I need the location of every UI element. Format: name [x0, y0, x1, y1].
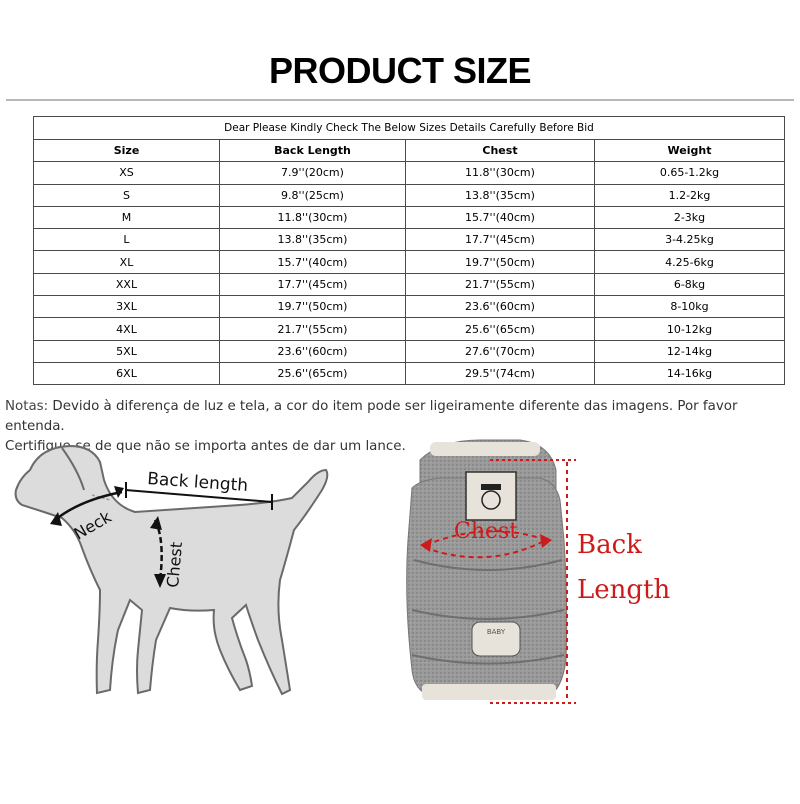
cell-size: 4XL [34, 318, 220, 340]
table-caption-row [34, 117, 785, 140]
col-header-chest: Chest [406, 140, 595, 162]
cell-chest: 23.6''(60cm) [406, 296, 595, 318]
neck-arrowhead-right [114, 486, 124, 498]
cell-size: XL [34, 251, 220, 273]
cell-size: 6XL [34, 362, 220, 384]
table-row [34, 318, 785, 340]
table-row [34, 296, 785, 318]
cell-size: XS [34, 162, 220, 184]
dog-measurement-diagram [0, 435, 380, 800]
cell-chest: 15.7''(40cm) [406, 206, 595, 228]
table-body [34, 162, 785, 385]
table-row [34, 229, 785, 251]
cell-back-length: 15.7''(40cm) [220, 251, 406, 273]
cell-weight: 0.65-1.2kg [595, 162, 785, 184]
cell-weight: 10-12kg [595, 318, 785, 340]
hat-icon [481, 484, 501, 490]
cell-size: M [34, 206, 220, 228]
vest-hem [422, 684, 556, 700]
back-length-label: Back length [146, 469, 249, 497]
cell-size: 5XL [34, 340, 220, 362]
vest-back-label: Back [577, 530, 642, 560]
notes-label: Notas: [5, 399, 49, 414]
cell-weight: 2-3kg [595, 206, 785, 228]
chest-label: Chest [163, 541, 186, 589]
cell-back-length: 11.8''(30cm) [220, 206, 406, 228]
vest-length-label: Length [577, 575, 671, 605]
notes-line-1 [5, 397, 800, 437]
table-row [34, 251, 785, 273]
title-divider [6, 99, 794, 101]
table-row [34, 206, 785, 228]
cell-chest: 19.7''(50cm) [406, 251, 595, 273]
cell-weight: 3-4.25kg [595, 229, 785, 251]
col-header-weight: Weight [595, 140, 785, 162]
vest-hood-lining [430, 442, 540, 456]
cell-weight: 4.25-6kg [595, 251, 785, 273]
dog-illustration [0, 435, 380, 800]
cell-back-length: 21.7''(55cm) [220, 318, 406, 340]
cell-size: XXL [34, 273, 220, 295]
table-header-row [34, 140, 785, 162]
vest-chest-label: Chest [454, 519, 519, 544]
table-caption: Dear Please Kindly Check The Below Sizes Details Carefully Before Bid [34, 117, 785, 140]
cell-chest: 21.7''(55cm) [406, 273, 595, 295]
vest-face-patch [466, 472, 516, 520]
cell-chest: 25.6''(65cm) [406, 318, 595, 340]
col-header-size: Size [34, 140, 220, 162]
cell-weight: 1.2-2kg [595, 184, 785, 206]
cell-chest: 13.8''(35cm) [406, 184, 595, 206]
size-chart-table [33, 116, 785, 385]
cell-chest: 27.6''(70cm) [406, 340, 595, 362]
notes-line-2: Certifique-se de que não se importa antes de dar um lance. [5, 439, 406, 454]
cell-chest: 11.8''(30cm) [406, 162, 595, 184]
cell-weight: 14-16kg [595, 362, 785, 384]
cell-chest: 29.5''(74cm) [406, 362, 595, 384]
table-row [34, 273, 785, 295]
cell-weight: 12-14kg [595, 340, 785, 362]
cell-back-length: 9.8''(25cm) [220, 184, 406, 206]
cell-back-length: 7.9''(20cm) [220, 162, 406, 184]
cell-size: L [34, 229, 220, 251]
table-row [34, 162, 785, 184]
cell-back-length: 19.7''(50cm) [220, 296, 406, 318]
cell-weight: 6-8kg [595, 273, 785, 295]
cell-back-length: 13.8''(35cm) [220, 229, 406, 251]
cell-back-length: 17.7''(45cm) [220, 273, 406, 295]
vest-badge-text: BABY [486, 628, 506, 636]
cell-chest: 17.7''(45cm) [406, 229, 595, 251]
cell-back-length: 23.6''(60cm) [220, 340, 406, 362]
table-row [34, 340, 785, 362]
neck-label: Neck [70, 507, 115, 544]
notes-line-1-text: Devido à diferença de luz e tela, a cor do item pode ser ligeiramente diferente das imagens. Por favor entenda. [5, 399, 738, 434]
cell-back-length: 25.6''(65cm) [220, 362, 406, 384]
cell-weight: 8-10kg [595, 296, 785, 318]
vest-illustration [395, 435, 800, 800]
cell-size: 3XL [34, 296, 220, 318]
vest-measurement-diagram [395, 435, 800, 800]
cell-size: S [34, 184, 220, 206]
table-row [34, 362, 785, 384]
page-title: PRODUCT SIZE [268, 50, 531, 91]
table-row [34, 184, 785, 206]
col-header-back-length: Back Length [220, 140, 406, 162]
